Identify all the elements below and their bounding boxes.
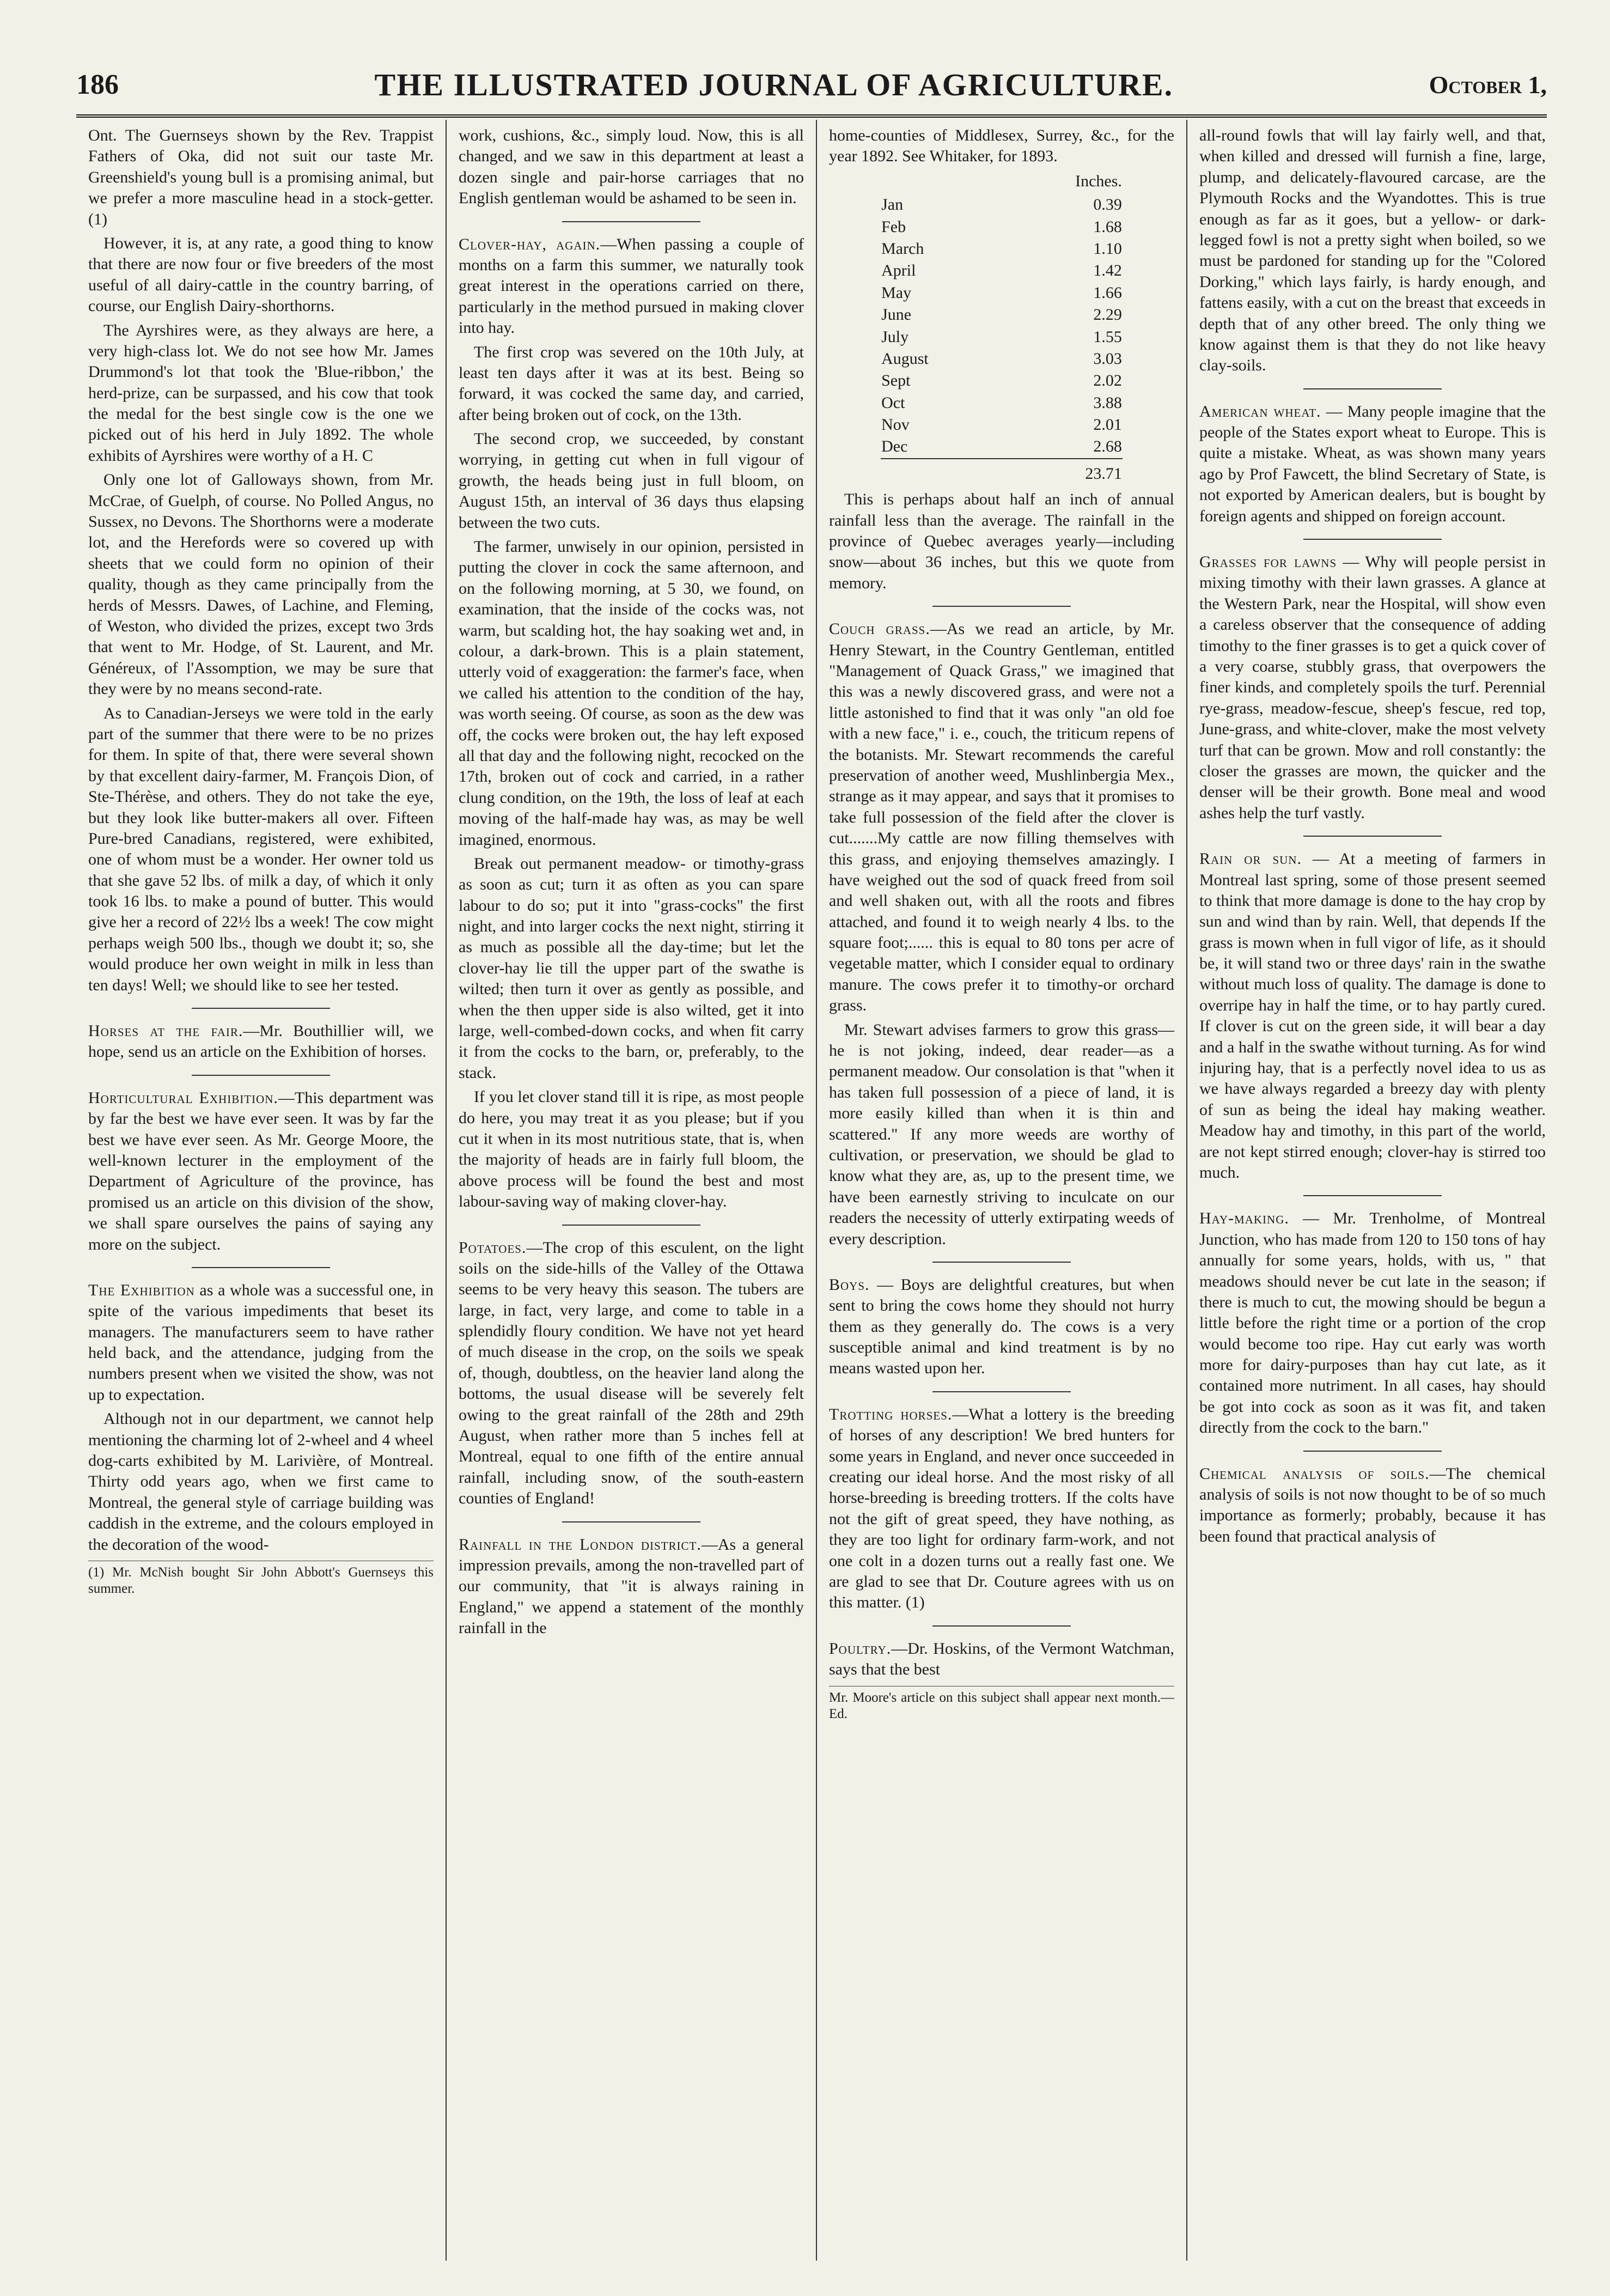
column-4 bbox=[1187, 120, 1558, 2261]
section-divider bbox=[192, 1267, 330, 1268]
article-columns bbox=[76, 120, 1558, 2261]
article-heading: Poultry. bbox=[829, 1639, 892, 1658]
month-cell: Jan bbox=[881, 196, 904, 214]
month-cell: Sept bbox=[881, 371, 911, 390]
article-body: — Boys are delightful creatures, but when sent to bring the cows home they should not hurry them as they generally do. The cows is a very susceptible animal and kind treatment is by no means wasted upon her. bbox=[829, 1275, 1174, 1378]
article-body: —Dr. Hoskins, of the Vermont Watchman, says that the best bbox=[829, 1639, 1174, 1679]
month-cell: Dec bbox=[881, 437, 908, 456]
section-divider bbox=[932, 1262, 1071, 1263]
table-header-unit: Inches. bbox=[1075, 172, 1122, 190]
article-heading: Clover-hay, again. bbox=[459, 235, 601, 253]
rainfall-table-body bbox=[881, 194, 1123, 485]
section-divider bbox=[562, 1225, 700, 1226]
paragraph: As to Canadian-Jerseys we were told in the early part of the summer that there were to be no prizes for them. In spite of that, there were several shown by that excellent dairy-farmer, M. François Dion, of Ste-Thérèse, and others. They do not take the eye, but they look like butter-makers all over. Fifteen Pure-bred Canadians, registered, were exhibited, one of whom must be a wonder. Her owner told us that she gave 52 lbs. of milk a day, of which it only took 16 lbs. to make a pound of butter. This would give her a record of 22½ lbs a week! The cow might perhaps weigh 500 lbs., though we doubt it; so, she would produce her own weight in milk in less than ten days! Well; we should like to see her tested. bbox=[88, 704, 434, 994]
article-heading: Grasses for lawns bbox=[1199, 553, 1337, 571]
inches-cell: 2.02 bbox=[1093, 371, 1122, 390]
paragraph: However, it is, at any rate, a good thing to know that there are now four or five breeders of the most useful of all dairy-cattle in the country barring, of course, our English Dairy-shorthorns. bbox=[88, 234, 434, 315]
article-heading: Couch grass. bbox=[829, 620, 930, 638]
section-divider bbox=[932, 1625, 1071, 1627]
table-row bbox=[881, 282, 1123, 304]
paragraph: If you let clover stand till it is ripe, as most people do here, you may treat it as you please; but if you cut it when in its most nutritious state, that is, when the majority of heads are in fairly full bloom, the above process will be found the best and most labour-saving way of making clover-hay. bbox=[459, 1088, 804, 1211]
column-2 bbox=[447, 120, 817, 2261]
article-heading: Hay-making. bbox=[1199, 1209, 1289, 1228]
table-row bbox=[881, 436, 1123, 458]
table-row bbox=[881, 348, 1123, 370]
article-heading: American wheat. bbox=[1199, 402, 1321, 421]
inches-cell: 1.55 bbox=[1093, 327, 1122, 346]
page-header bbox=[76, 54, 1547, 118]
inches-cell: 3.03 bbox=[1093, 349, 1122, 368]
column-1 bbox=[76, 120, 447, 2261]
paragraph: Although not in our department, we cannot help mentioning the charming lot of 2-wheel and 4 wheel dog-carts exhibited by M. Larivière, of Montreal. Thirty odd years ago, when we first came to Montreal, the general style of carriage building was caddish in the extreme, and the colours employed in the decoration of the wood- bbox=[88, 1410, 434, 1554]
inches-cell: 2.29 bbox=[1093, 306, 1122, 324]
inches-cell: 3.88 bbox=[1093, 393, 1122, 412]
rainfall-table bbox=[881, 170, 1123, 485]
table-row bbox=[881, 326, 1123, 348]
article-body: —Mr. Bouthillier will, we hope, send us an article on the Exhibition of horses. bbox=[88, 1022, 434, 1061]
article-body: as a whole was a successful one, in spite of the various impediments that beset its managers. The manufacturers seem to have rather held back, and the attendance, judging from the numbers present when we visited the show, was not up to expectation. bbox=[88, 1281, 434, 1404]
table-row bbox=[881, 260, 1123, 282]
month-cell: August bbox=[881, 349, 929, 368]
table-row bbox=[881, 216, 1123, 238]
article-heading: Potatoes. bbox=[459, 1238, 527, 1257]
article-body: —As a general impression prevails, among the non-travelled part of our community, that "it is always raining in England," we append a statement of the monthly rainfall in the bbox=[459, 1535, 804, 1637]
article-body: —As we read an article, by Mr. Henry Stewart, in the Country Gentleman, entitled "Management of Quack Grass," we imagined that this was a newly discovered grass, and were not a little astonished to find that it was only "an old foe with a new face," i. e., couch, the triticum repens of the botanists. Mr. Stewart recommends the careful preservation of another weed, Mushlinbergia Mex., strange as it may appear, and says that it promises to take full possession of the field after the clover is cut.......My cattle are now filling themselves with this grass, and enjoying themselves amazingly. I have weighed out the sod of quack freed from soil and well shaken out, with all the roots and fibres attached, and found it to weigh nearly 4 lbs. to the square foot;...... this is equal to 80 tons per acre of vegetable matter, which I consider equal to ordinary manure. The cows prefer it to timothy-or orchard grass. bbox=[829, 620, 1174, 1015]
total-cell: 23.71 bbox=[1016, 459, 1123, 485]
column-3 bbox=[817, 120, 1187, 2261]
article-heading: Chemical analysis of soils. bbox=[1199, 1464, 1430, 1483]
footnote: (1) Mr. McNish bought Sir John Abbott's Guernseys this summer. bbox=[88, 1561, 434, 1597]
section-divider bbox=[1303, 1451, 1442, 1452]
article-body: — Why will people persist in mixing timothy with their lawn grasses. A glance at the Western Park, near the Hospital, will show even a careless observer that the consequence of adding timothy to the finer grasses is to get a quick cover of a very coarse, stubbly grass, that overpowers the finer kinds, and completely spoils the turf. Perennial rye-grass, meadow-fescue, sheep's fescue, red top, June-grass, and white-clover, make the most velvety turf that can be grown. Mow and roll constantly: the closer the grasses are mown, the quicker and the denser will be their growth. Bone meal and wood ashes help the turf vastly. bbox=[1199, 553, 1546, 822]
issue-date: October 1, bbox=[1429, 70, 1547, 99]
inches-cell: 2.68 bbox=[1093, 437, 1122, 456]
article-heading: Rain or sun. bbox=[1199, 850, 1302, 868]
month-cell: March bbox=[881, 239, 924, 258]
table-row bbox=[881, 392, 1123, 414]
month-cell: May bbox=[881, 283, 912, 302]
paragraph: The first crop was severed on the 10th July, at least ten days after it was at its best. Being so forward, it was cocked the same day, and carried, after being broken out of cock, on the 13th. bbox=[459, 343, 804, 424]
month-cell: April bbox=[881, 261, 916, 280]
section-divider bbox=[1303, 388, 1442, 389]
paragraph: Only one lot of Galloways shown, from Mr. McCrae, of Guelph, of course. No Polled Angus, no Sussex, no Devons. The Shorthorns were a moderate lot, and the Herefords were so covered up with sheets that we could form no opinion of their quality, though as they came principally from the herds of Messrs. Dawes, of Lachine, and Fleming, of Weston, who divided the prizes, except two 3rds that went to Mr. Hodge, of St. Laurent, and Mr. Généreux, of l'Assomption, we may be sure that they were by no means second-rate. bbox=[88, 471, 434, 698]
month-cell: June bbox=[881, 306, 912, 324]
section-divider bbox=[932, 1391, 1071, 1392]
page-number: 186 bbox=[76, 69, 119, 100]
article-heading: Horses at the fair. bbox=[88, 1022, 243, 1040]
section-divider bbox=[1303, 1195, 1442, 1196]
inches-cell: 2.01 bbox=[1093, 416, 1122, 434]
section-divider bbox=[192, 1008, 330, 1009]
section-divider bbox=[1303, 539, 1442, 540]
article-heading: The Exhibition bbox=[88, 1281, 195, 1299]
paragraph: Mr. Stewart advises farmers to grow this grass—he is not joking, indeed, dear reader—as a permanent meadow. Our consolation is that "when it has taken full possession of a piece of land, it is more easily killed than when it is thin and scattered." If any more weeds are worthy of cultivation, or preservation, we should be glad to know what they are, as, up to the present time, we have been earnestly striving to inculcate on our readers the necessity of utterly extirpating weeds of every description. bbox=[829, 1020, 1174, 1248]
month-cell: July bbox=[881, 327, 909, 346]
paragraph: This is perhaps about half an inch of annual rainfall less than the average. The rainfall in the province of Quebec averages yearly—including snow—about 36 inches, but this we quote from memory. bbox=[829, 490, 1174, 592]
article-heading: Rainfall in the London district. bbox=[459, 1535, 702, 1554]
article-body: —When passing a couple of months on a farm this summer, we naturally took great interest in the operations carried on there, particularly in the method pursued in making clover into hay. bbox=[459, 235, 804, 337]
inches-cell: 0.39 bbox=[1093, 196, 1122, 214]
article-body: — Many people imagine that the people of the States export wheat to Europe. This is quite a mistake. Wheat, as was shown many years ago by Prof Fawcett, the blind Secretary of State, is not exported by American dealers, but is bought by foreign agents and shipped on foreign account. bbox=[1199, 402, 1546, 525]
month-cell: Nov bbox=[881, 416, 910, 434]
inches-cell: 1.68 bbox=[1093, 217, 1122, 236]
section-divider bbox=[932, 606, 1071, 607]
article-body: —The crop of this esculent, on the light soils on the side-hills of the Valley of the Ottawa seems to be very heavy this season. The tubers are large, in fact, very large, and come to table in a splendidly floury condition. We have not yet heard of much disease in the crop, on the soils we speak of, though, doubtless, on the heavier land along the bottoms, the usual disease will be severely felt owing to the great rainfall of the 28th and 29th August, when rather more than 5 inches fell at Montreal, equal to one fifth of the entire annual rainfall, including snow, of the south-eastern counties of England! bbox=[459, 1238, 804, 1508]
footnote: Mr. Moore's article on this subject shall appear next month.—Ed. bbox=[829, 1686, 1174, 1722]
paragraph: Break out permanent meadow- or timothy-grass as soon as cut; turn it as often as you can spare labour to do so; put it into "grass-cocks" the first night, and into larger cocks the next night, stirring it as much as possible all the day-time; but let the clover-hay lie till the upper part of the swathe is wilted; then turn it over as gently as possible, and when the then upper side is also wilted, get it into large, well-combed-down cocks, and when fit carry it from the cocks to the barn, or, preferably, to the stack. bbox=[459, 854, 804, 1082]
article-heading: Horticultural Exhibition. bbox=[88, 1088, 278, 1107]
paragraph: The farmer, unwisely in our opinion, persisted in putting the clover in cock the same afternoon, and on the following morning, at 5 30, we found, on examination, that the inside of the cocks was, not warm, but scalding hot, the hay soaking wet and, in colour, a dark-brown. This is a plain statement, utterly void of exaggeration: the farmer's face, when we called his attention to the condition of the hay, was worth seeing. Of course, as soon as the dew was off, the cocks were broken out, the hay left exposed all that day and the following night, recocked on the 17th, broken out of cock and carried, in a rather clung condition, on the 19th, the loss of leaf at each moving of the half-made hay was, as may be well imagined, enormous. bbox=[459, 538, 804, 849]
paragraph: The Ayrshires were, as they always are here, a very high-class lot. We do not see how Mr. James Drummond's lot that took the 'Blue-ribbon,' the herd-prize, can be surpassed, and his cow that took the medal for the best single cow is the one we picked out of his herd in July 1892. The whole exhibits of Ayrshires were worthy of a H. C bbox=[88, 321, 434, 465]
paragraph: work, cushions, &c., simply loud. Now, this is all changed, and we saw in this department at least a dozen single and pair-horse carriages that no English gentleman would be ashamed to be seen in. bbox=[459, 126, 804, 208]
inches-cell: 1.66 bbox=[1093, 283, 1122, 302]
article-body: —What a lottery is the breeding of horses of any description! We bred hunters for some years in England, and never once succeeded in creating our ideal horse. And the most risky of all horse-breeding is breeding trotters. If the colts have not the gift of great speed, they have nothing, as they are too light for ordinary farm-work, and not one colt in a dozen turns out a really fast one. We are glad to see that Dr. Couture agrees with us on this matter. (1) bbox=[829, 1405, 1174, 1612]
section-divider bbox=[1303, 836, 1442, 837]
month-cell: Oct bbox=[881, 393, 905, 412]
paragraph: home-counties of Middlesex, Surrey, &c., for the year 1892. See Whitaker, for 1893. bbox=[829, 126, 1174, 166]
journal-title: THE ILLUSTRATED JOURNAL OF AGRICULTURE. bbox=[374, 66, 1174, 102]
total-label-cell bbox=[881, 459, 1016, 485]
article-body: — Mr. Trenholme, of Montreal Junction, who has made from 120 to 150 tons of hay annually for some years, holds, with us, " that meadows should never be cut late in the season; if there is much to cut, the mowing should be begun a little before the right time or a portion of the crop would become too ripe. Hay cut early was worth more for dairy-purposes than hay cut late, as it contained more nutriment. In all cases, hay should be got into cock as soon as it was fit, and taken directly from the cock to the barn." bbox=[1199, 1209, 1546, 1437]
paragraph: all-round fowls that will lay fairly well, and that, when killed and dressed will furnish a fine, large, plump, and delicately-flavoured carcase, are the Plymouth Rocks and the Wyandottes. This is true enough as far as it goes, but a yellow- or dark-legged fowl is not a pretty sight when boiled, so we must be pardoned for standing up for the "Colored Dorking," which lays fairly, is hardy enough, and fattens easily, with a cut on the breast that exceeds in depth that of any other breed. The only thing we know against them is that they do not like heavy clay-soils. bbox=[1199, 126, 1546, 375]
article-heading: Trotting horses. bbox=[829, 1405, 953, 1423]
paragraph: Ont. The Guernseys shown by the Rev. Trappist Fathers of Oka, did not suit our taste Mr. Greenshield's young bull is a promising animal, but we prefer a more masculine head in a stock-getter. (1) bbox=[88, 126, 434, 228]
article-body: —This department was by far the best we have ever seen. It was by far the best we have ever seen. As Mr. George Moore, the well-known lecturer in the employment of the Department of Agriculture of the province, has promised us an article on this division of the show, we shall spare ourselves the pains of saying any more on the subject. bbox=[88, 1088, 434, 1253]
article-heading: Boys. bbox=[829, 1275, 870, 1294]
table-total-row bbox=[881, 459, 1123, 485]
article-body: — At a meeting of farmers in Montreal last spring, some of those present seemed to think that more damage is done to the hay crop by sun and wind than by rain. Well, that depends If the grass is mown when in full vigor of life, as it should be, it will stand two or three days' rain in the swathe without much loss of quality. The damage is done to overripe hay in half the time, or to hay partly cured. If clover is cut on the green side, it will bear a day and a half in the swathe without turning. As for wind injuring hay, that is a perfectly novel idea to us as we have always regarded a breezy day with plenty of sun as being the ideal hay making weather. Meadow hay and timothy, in this part of the world, are not kept stirred enough; clover-hay is stirred too much. bbox=[1199, 850, 1546, 1182]
table-row bbox=[881, 304, 1123, 326]
inches-cell: 1.10 bbox=[1093, 239, 1122, 258]
table-row bbox=[881, 370, 1123, 392]
section-divider bbox=[562, 1521, 700, 1522]
article-body: —The chemical analysis of soils is not now thought to be of so much importance as formerly; probably, because it has been found that practical analysis of bbox=[1199, 1464, 1546, 1545]
section-divider bbox=[192, 1075, 330, 1076]
table-row bbox=[881, 194, 1123, 216]
table-row bbox=[881, 238, 1123, 260]
month-cell: Feb bbox=[881, 217, 906, 236]
table-row bbox=[881, 414, 1123, 436]
paragraph: The second crop, we succeeded, by constant worrying, in getting cut when in full vigour of growth, the heads being just in full bloom, on August 15th, an interval of 36 days thus elapsing between the two cuts. bbox=[459, 430, 804, 532]
inches-cell: 1.42 bbox=[1093, 261, 1122, 280]
section-divider bbox=[562, 221, 700, 222]
